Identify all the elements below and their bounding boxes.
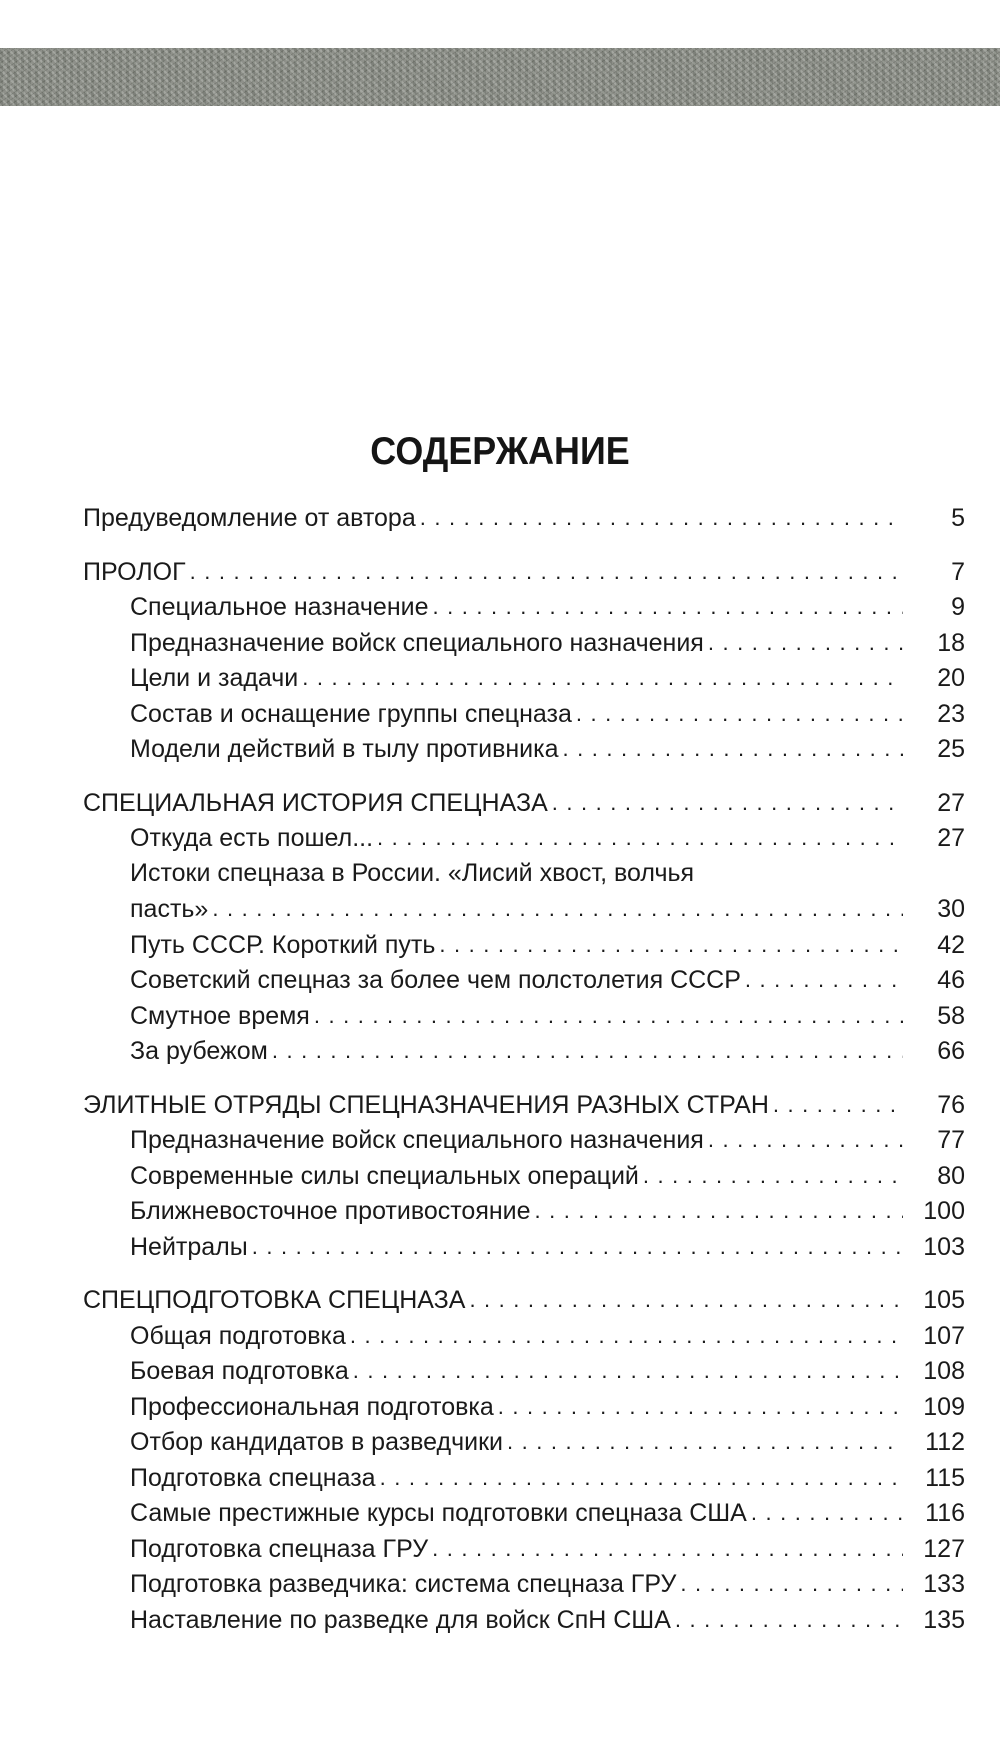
toc-subentry[interactable] [83, 1424, 965, 1460]
toc-subentry[interactable] [83, 856, 965, 927]
toc-subentry[interactable] [83, 1389, 965, 1425]
dot-leader [190, 554, 903, 580]
toc-entry-label: СПЕЦИАЛЬНАЯ ИСТОРИЯ СПЕЦНАЗА [83, 788, 548, 817]
toc-entry-label: Откуда есть пошел... [130, 824, 374, 852]
dot-leader [380, 1460, 903, 1486]
toc-subentry[interactable] [83, 1033, 965, 1069]
header-texture-band [0, 48, 1000, 106]
dot-leader [272, 1033, 903, 1059]
dot-leader [353, 1353, 903, 1379]
toc-entry-label: Цели и задачи [130, 664, 299, 692]
dot-leader [563, 731, 903, 757]
toc-page-number: 58 [937, 1001, 965, 1030]
dot-leader [498, 1389, 903, 1415]
toc-chapter-entry[interactable] [83, 1087, 965, 1123]
toc-subentry[interactable] [83, 927, 965, 963]
toc-entry-label: Предназначение войск специального назначения [130, 628, 704, 657]
toc-entry-label: Самые престижные курсы подготовки спецназа США [130, 1499, 747, 1527]
toc-entry-label: Истоки спецназа в России. «Лисий хвост, волчья [130, 858, 695, 887]
toc-page-number: 107 [923, 1321, 965, 1350]
toc-page-number: 9 [951, 593, 965, 621]
dot-leader [302, 660, 903, 686]
toc-entry-label: Боевая подготовка [130, 1357, 349, 1385]
toc-page-number: 109 [923, 1392, 965, 1421]
toc-page-number: 27 [937, 788, 965, 817]
toc-page-number: 25 [937, 735, 965, 763]
toc-entry-label: Современные силы специальных операций [130, 1161, 639, 1190]
toc-entry-label: Предназначение войск специального назначения [130, 1126, 704, 1154]
toc-subentry[interactable] [83, 1566, 965, 1602]
toc-page-number: 20 [937, 664, 965, 692]
toc-entry-label: Подготовка спецназа [130, 1463, 376, 1492]
dot-leader [708, 625, 903, 651]
toc-entry-label: Подготовка разведчика: система спецназа ГРУ [130, 1570, 677, 1598]
toc-page-number: 116 [925, 1499, 965, 1527]
dot-leader [439, 927, 903, 953]
toc-entry-label: Подготовка спецназа ГРУ [130, 1534, 429, 1563]
dot-leader [432, 1531, 903, 1557]
toc-section [83, 554, 965, 767]
toc-page-number: 100 [923, 1197, 965, 1225]
page-title: СОДЕРЖАНИЕ [370, 430, 630, 474]
toc-chapter-entry[interactable] [83, 554, 965, 590]
toc-page-number: 105 [923, 1286, 965, 1314]
dot-leader [433, 589, 903, 615]
toc-subentry[interactable] [83, 1193, 965, 1229]
toc-page-number: 5 [951, 504, 965, 532]
toc-page-number: 23 [937, 699, 965, 728]
toc-chapter-entry[interactable] [83, 500, 965, 536]
toc-page-number: 115 [925, 1463, 965, 1492]
toc-chapter-entry[interactable] [83, 785, 965, 821]
toc-page-number: 66 [937, 1037, 965, 1065]
dot-leader [252, 1229, 903, 1255]
toc-subentry[interactable] [83, 1318, 965, 1354]
toc-subentry[interactable] [83, 1158, 965, 1194]
dot-leader [469, 1282, 903, 1308]
dot-leader [507, 1424, 903, 1450]
dot-leader [576, 696, 903, 722]
dot-leader [212, 891, 903, 917]
toc-entry-label: Смутное время [130, 1001, 310, 1030]
toc-subentry[interactable] [83, 1353, 965, 1389]
dot-leader [675, 1602, 903, 1628]
dot-leader [350, 1318, 903, 1344]
toc-entry-label: Наставление по разведке для войск СпН США [130, 1605, 671, 1634]
dot-leader [377, 820, 903, 846]
toc-entry-label: СПЕЦПОДГОТОВКА СПЕЦНАЗА [83, 1286, 466, 1314]
table-of-contents [83, 500, 965, 1655]
toc-subentry[interactable] [83, 962, 965, 998]
toc-subentry[interactable] [83, 696, 965, 732]
toc-section [83, 500, 965, 536]
dot-leader [680, 1566, 903, 1592]
toc-chapter-entry[interactable] [83, 1282, 965, 1318]
toc-subentry[interactable] [83, 625, 965, 661]
toc-subentry[interactable] [83, 998, 965, 1034]
toc-subentry[interactable] [83, 1460, 965, 1496]
toc-entry-continuation [130, 891, 965, 927]
toc-page-number: 135 [923, 1605, 965, 1634]
toc-entry-label: Предуведомление от автора [83, 504, 416, 532]
toc-subentry[interactable] [83, 1122, 965, 1158]
toc-page-number: 108 [923, 1357, 965, 1385]
toc-page-number: 133 [923, 1570, 965, 1598]
toc-subentry[interactable] [83, 1495, 965, 1531]
toc-subentry[interactable] [83, 589, 965, 625]
toc-entry-label: пасть» [130, 895, 209, 923]
toc-subentry[interactable] [83, 660, 965, 696]
toc-page-number: 18 [937, 628, 965, 657]
toc-entry-label: Советский спецназ за более чем полстолетия СССР [130, 966, 741, 994]
dot-leader [751, 1495, 903, 1521]
dot-leader [420, 500, 903, 526]
toc-entry-label: ПРОЛОГ [83, 557, 186, 586]
toc-entry-label: Общая подготовка [130, 1321, 346, 1350]
toc-page-number: 103 [923, 1232, 965, 1261]
toc-page-number: 30 [937, 895, 965, 923]
toc-subentry[interactable] [83, 1531, 965, 1567]
toc-page-number: 127 [923, 1534, 965, 1563]
toc-page-number: 27 [937, 824, 965, 852]
toc-section [83, 1282, 965, 1637]
toc-subentry[interactable] [83, 731, 965, 767]
dot-leader [708, 1122, 903, 1148]
dot-leader [552, 785, 903, 811]
toc-page-number: 77 [937, 1126, 965, 1154]
toc-entry-label: Путь СССР. Короткий путь [130, 930, 436, 959]
toc-page-number: 46 [937, 966, 965, 994]
toc-page-number: 80 [937, 1161, 965, 1190]
toc-entry-label: Состав и оснащение группы спецназа [130, 699, 572, 728]
toc-entry-label: ЭЛИТНЫЕ ОТРЯДЫ СПЕЦНАЗНАЧЕНИЯ РАЗНЫХ СТРАН [83, 1090, 769, 1119]
toc-subentry[interactable] [83, 820, 965, 856]
toc-entry-label: Отбор кандидатов в разведчики [130, 1428, 504, 1456]
toc-section [83, 1087, 965, 1265]
dot-leader [314, 998, 903, 1024]
toc-entry-label: Нейтралы [130, 1232, 248, 1261]
dot-leader [535, 1193, 903, 1219]
toc-entry-label: Профессиональная подготовка [130, 1392, 494, 1421]
toc-entry-label: За рубежом [130, 1037, 268, 1065]
toc-subentry[interactable] [83, 1229, 965, 1265]
toc-section [83, 785, 965, 1069]
dot-leader [745, 962, 903, 988]
toc-page-number: 7 [951, 557, 965, 586]
toc-page-number: 76 [937, 1090, 965, 1119]
toc-entry-label: Модели действий в тылу противника [130, 735, 559, 763]
toc-page-number: 112 [925, 1428, 965, 1456]
dot-leader [773, 1087, 903, 1113]
toc-subentry[interactable] [83, 1602, 965, 1638]
toc-page-number: 42 [937, 930, 965, 959]
toc-entry-label: Ближневосточное противостояние [130, 1197, 531, 1225]
toc-entry-label: Специальное назначение [130, 593, 429, 621]
dot-leader [643, 1158, 903, 1184]
